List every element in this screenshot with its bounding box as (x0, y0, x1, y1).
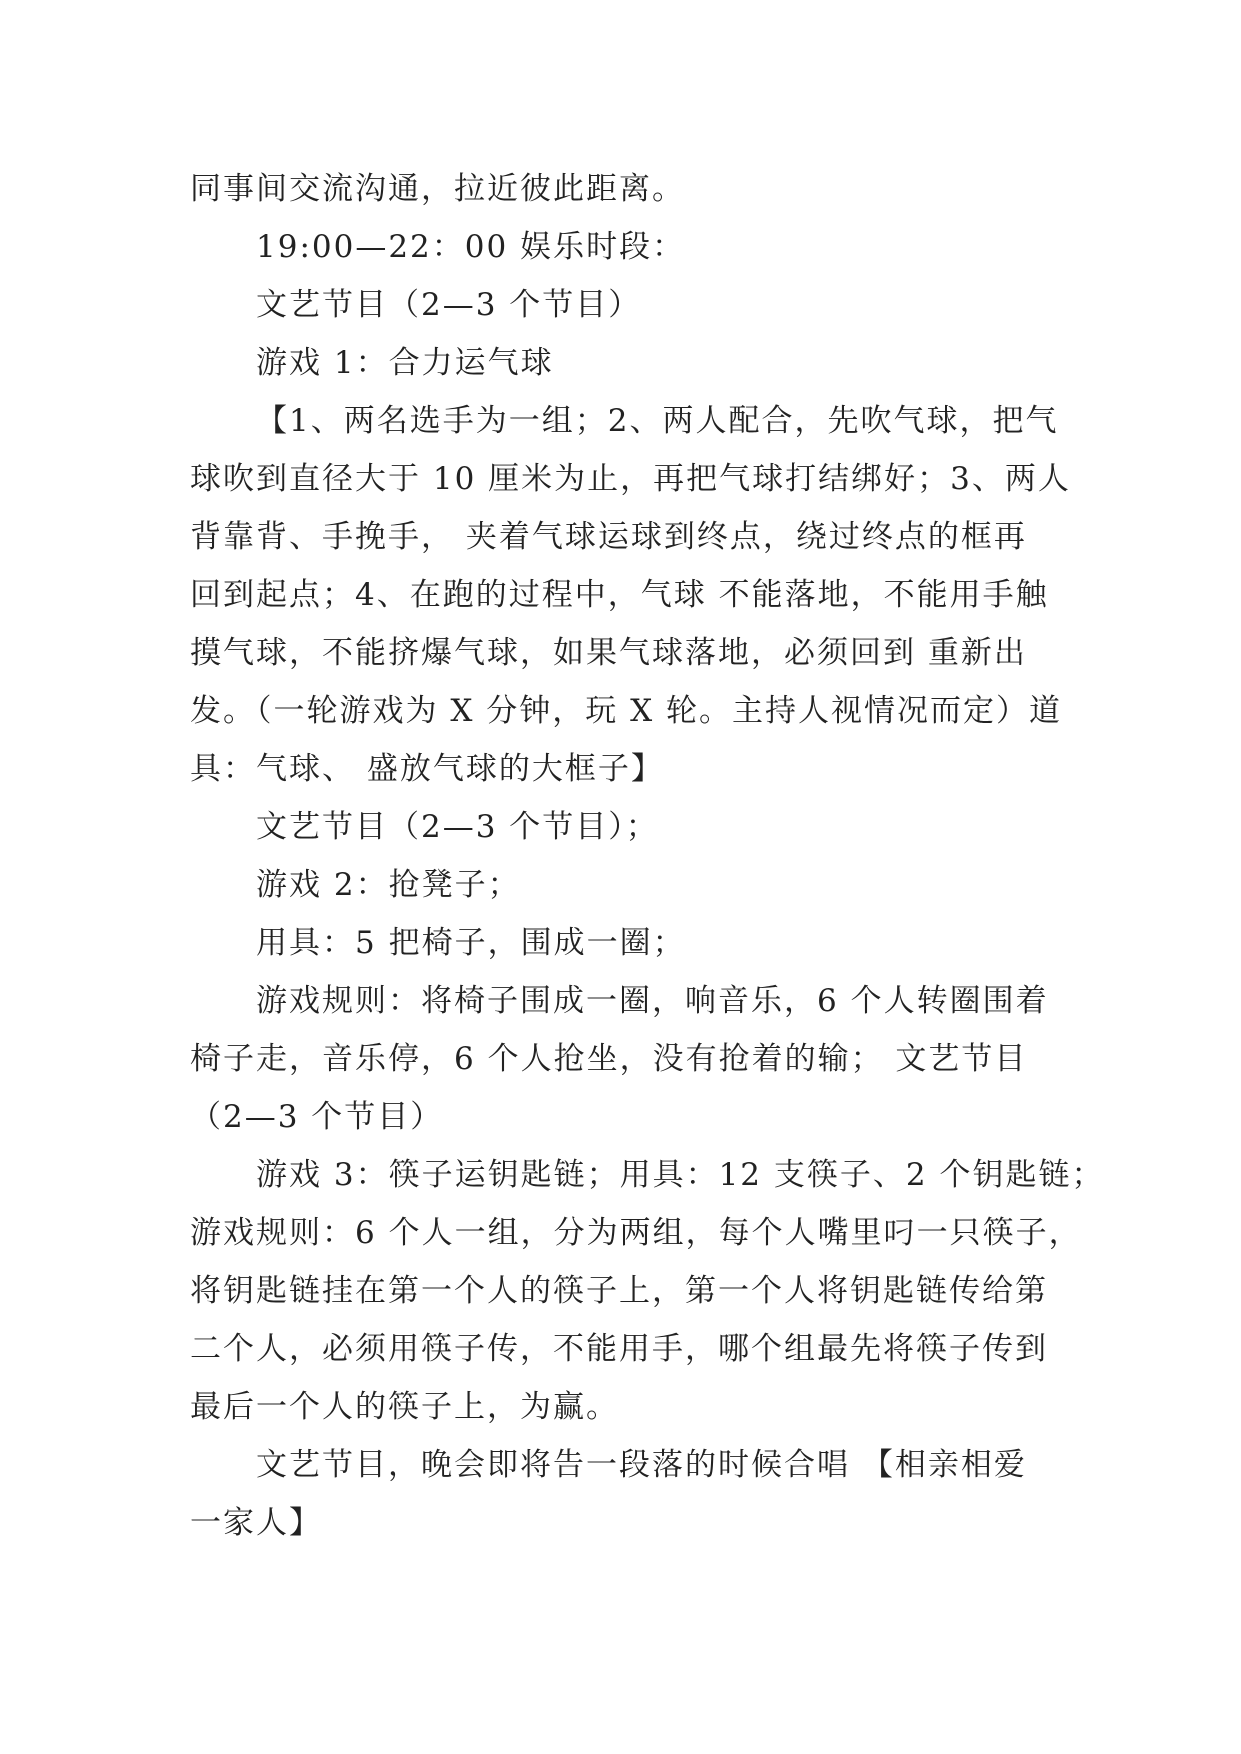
text-line: （2—3 个节目） (190, 1099, 444, 1135)
text-line: 游戏规则：6 个人一组，分为两组，每个人嘴里叼一只筷子， (190, 1215, 1082, 1251)
text-line: 用具：5 把椅子，围成一圈； (256, 925, 686, 961)
text-line: 发。（一轮游戏为 X 分钟，玩 X 轮。主持人视情况而定）道 (190, 693, 1063, 729)
text-line: 【1、两名选手为一组；2、两人配合，先吹气球，把气 (256, 403, 1059, 439)
text-line: 游戏 3：筷子运钥匙链；用具：12 支筷子、2 个钥匙链； (256, 1157, 1105, 1193)
text-line: 椅子走，音乐停，6 个人抢坐，没有抢着的输； 文艺节目 (190, 1041, 1028, 1077)
text-line: 二个人，必须用筷子传，不能用手，哪个组最先将筷子传到 (190, 1331, 1048, 1367)
text-line: 19:00—22：00 娱乐时段： (256, 229, 686, 265)
document-body (190, 160, 1105, 1552)
text-line: 游戏规则：将椅子围成一圈，响音乐，6 个人转圈围着 (256, 983, 1049, 1019)
text-line: 背靠背、手挽手， 夹着气球运球到终点，绕过终点的框再 (190, 519, 1027, 555)
text-line: 具：气球、 盛放气球的大框子】 (190, 751, 664, 787)
text-line: 游戏 2：抢凳子； (256, 867, 521, 903)
text-line: 同事间交流沟通，拉近彼此距离。 (190, 171, 685, 207)
text-line: 回到起点；4、在跑的过程中，气球 不能落地，不能用手触 (190, 577, 1049, 613)
text-line: 文艺节目，晚会即将告一段落的时候合唱 【相亲相爱 (256, 1447, 1027, 1483)
text-line: 最后一个人的筷子上，为赢。 (190, 1389, 619, 1425)
text-line: 一家人】 (190, 1505, 322, 1541)
text-line: 将钥匙链挂在第一个人的筷子上，第一个人将钥匙链传给第 (190, 1273, 1048, 1309)
text-line: 文艺节目（2—3 个节目） (256, 287, 642, 323)
text-line: 游戏 1：合力运气球 (256, 345, 554, 381)
text-line: 文艺节目（2—3 个节目）； (256, 809, 659, 845)
text-line: 球吹到直径大于 10 厘米为止，再把气球打结绑好；3、两人 (190, 461, 1071, 497)
text-line: 摸气球，不能挤爆气球，如果气球落地，必须回到 重新出 (190, 635, 1027, 671)
